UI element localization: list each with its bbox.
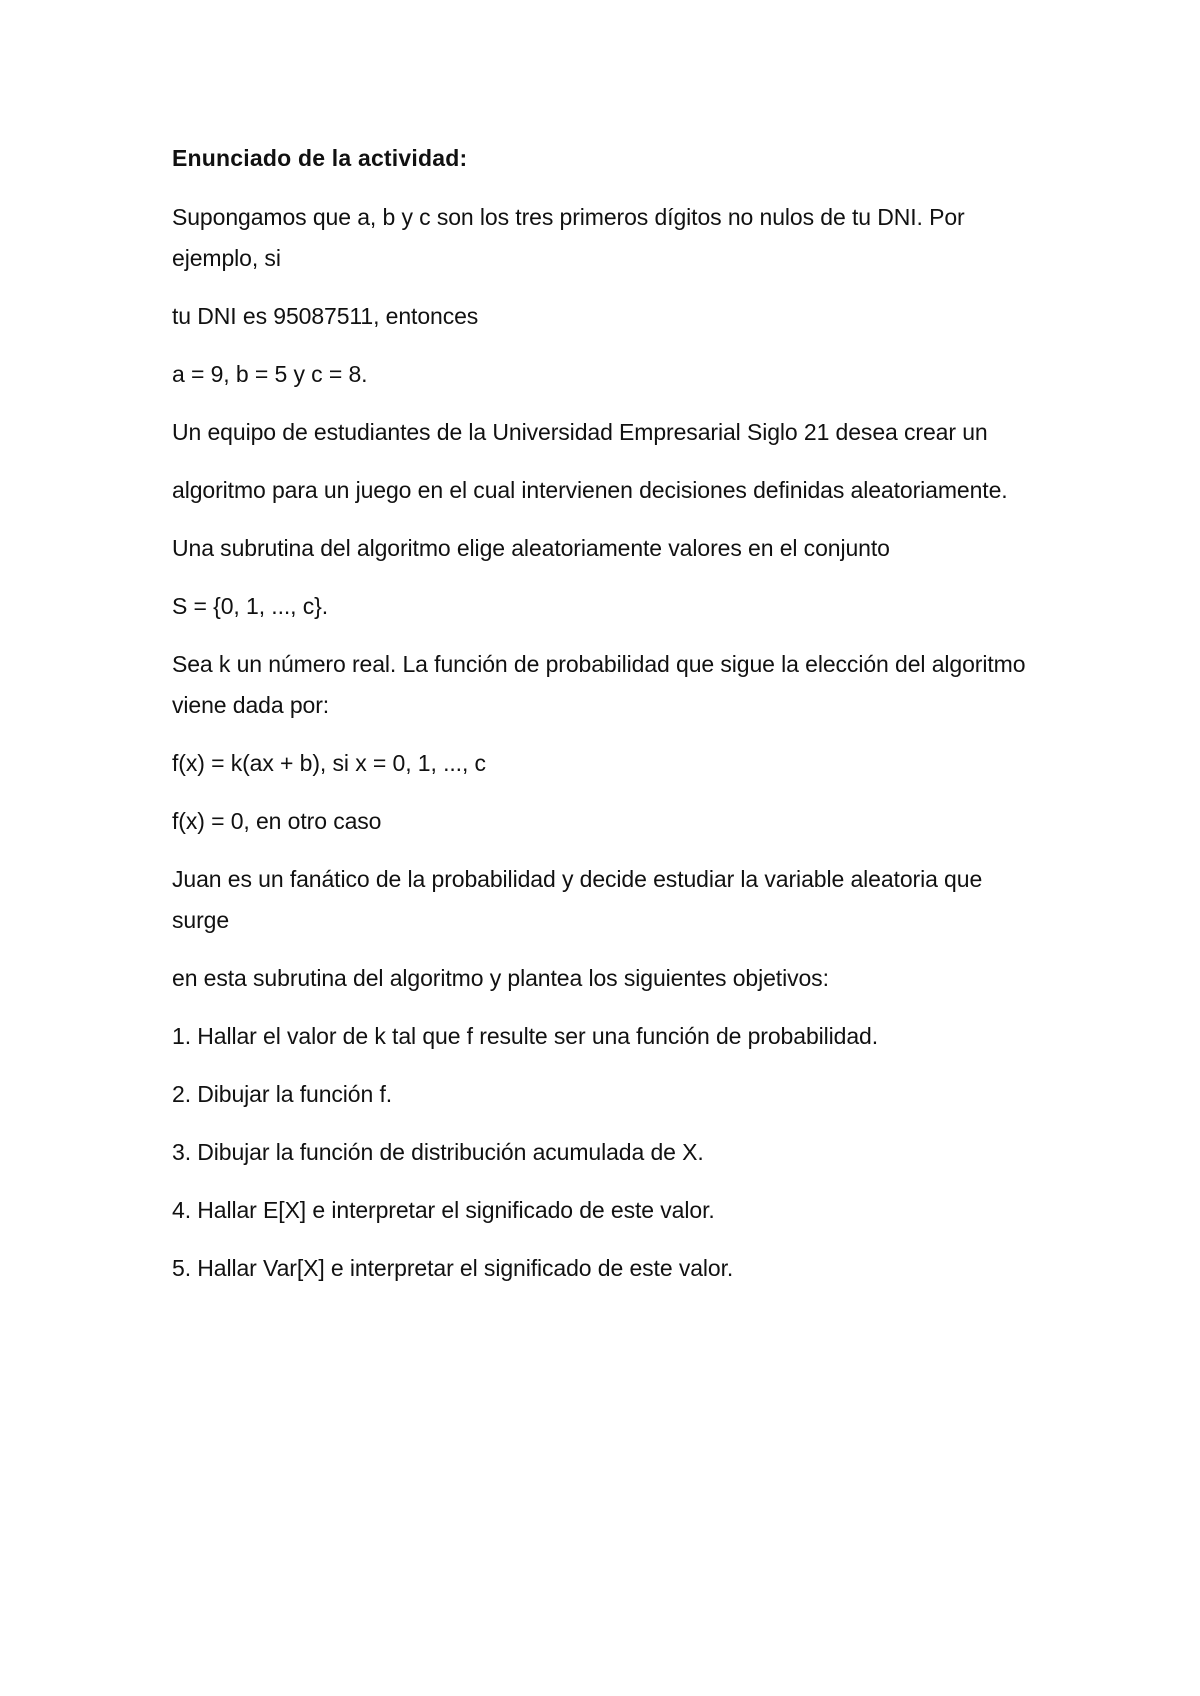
document-heading: Enunciado de la actividad: (172, 145, 468, 171)
objective-item-4: 4. Hallar E[X] e interpretar el significado de este valor. (172, 1197, 715, 1223)
paragraph-dni-example: tu DNI es 95087511, entonces (172, 303, 479, 329)
formula-fx-otherwise: f(x) = 0, en otro caso (172, 808, 382, 834)
paragraph-set-s: S = {0, 1, ..., c}. (172, 593, 329, 619)
paragraph-abc-values: a = 9, b = 5 y c = 8. (172, 361, 368, 387)
paragraph-juan: Juan es un fanático de la probabilidad y decide estudiar la variable aleatoria que surge (172, 866, 983, 933)
objective-item-1: 1. Hallar el valor de k tal que f resulte ser una función de probabilidad. (172, 1023, 879, 1049)
document-page (172, 143, 1042, 1306)
paragraph-subroutine: Una subrutina del algoritmo elige aleatoriamente valores en el conjunto (172, 535, 890, 561)
paragraph-dni-digits: Supongamos que a, b y c son los tres primeros dígitos no nulos de tu DNI. Por ejemplo, si (172, 204, 965, 271)
objective-item-5: 5. Hallar Var[X] e interpretar el significado de este valor. (172, 1255, 734, 1281)
objective-item-2: 2. Dibujar la función f. (172, 1081, 393, 1107)
paragraph-algorithm-game: algoritmo para un juego en el cual intervienen decisiones definidas aleatoriamente. (172, 477, 1008, 503)
formula-fx-defined: f(x) = k(ax + b), si x = 0, 1, ..., c (172, 750, 486, 776)
paragraph-student-team: Un equipo de estudiantes de la Universidad Empresarial Siglo 21 desea crear un (172, 419, 988, 445)
paragraph-probability-function: Sea k un número real. La función de probabilidad que sigue la elección del algoritmo viene dada por: (172, 651, 1026, 718)
paragraph-objectives-intro: en esta subrutina del algoritmo y plantea los siguientes objetivos: (172, 965, 829, 991)
objective-item-3: 3. Dibujar la función de distribución acumulada de X. (172, 1139, 704, 1165)
